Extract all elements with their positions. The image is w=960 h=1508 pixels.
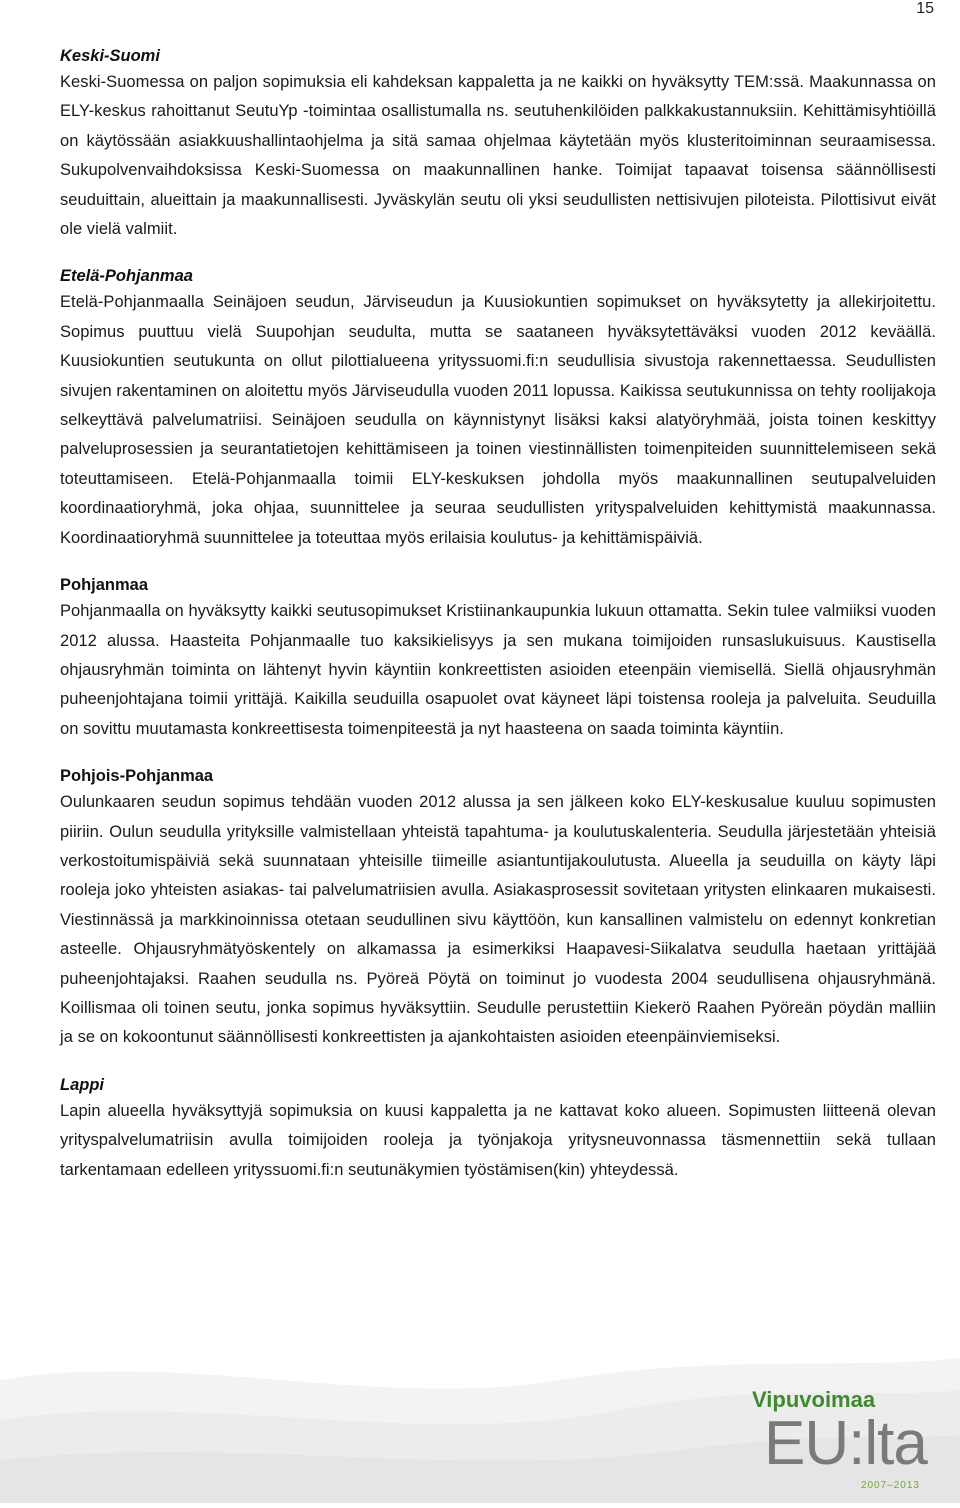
section-etela-pohjanmaa xyxy=(60,264,936,553)
section-pohjanmaa xyxy=(60,573,936,744)
eu-logo xyxy=(752,1377,932,1495)
section-keski-suomi xyxy=(60,44,936,244)
footer-decoration xyxy=(0,1340,960,1503)
page-number: 15 xyxy=(916,0,934,17)
section-lappi xyxy=(60,1073,936,1185)
section-heading: Keski-Suomi xyxy=(60,47,160,65)
section-paragraph: Keski-Suomessa on paljon sopimuksia eli kahdeksan kappaletta ja ne kaikki on hyväksytty TEM:ssä. Maakunnassa on ELY-keskus rahoittanut SeutuYp -toimintaa osallistumalla ns. seutuhenkilöiden palkkakustannuksiin. Kehittämisyhtiöillä on käytössään asiakkuushallintaohjelma ja sitä samaa ohjelmaa käytetään myös klusteritoiminnan seuraamisessa. Sukupolvenvaihdoksissa Keski-Suomessa on maakunnallinen hanke. Toimijat tapaavat toisensa säännöllisesti seuduittain, alueittain ja maakunnallisesti. Jyväskylän seutu oli yksi seudullisten nettisivujen piloteista. Pilottisivut eivät ole vielä valmiit. xyxy=(60,73,936,239)
section-heading: Pohjois-Pohjanmaa xyxy=(60,767,214,786)
section-pohjois-pohjanmaa xyxy=(60,764,936,1053)
section-heading: Pohjanmaa xyxy=(60,576,149,595)
logo-tagline: Vipuvoimaa xyxy=(752,1387,876,1412)
logo-years: 2007–2013 xyxy=(860,1480,920,1491)
section-paragraph: Etelä-Pohjanmaalla Seinäjoen seudun, Järviseudun ja Kuusiokuntien sopimukset on hyväksytetty ja allekirjoitettu. Sopimus puuttuu vielä Suupohjan seudulta, mutta se saataneen hyväksytettäväksi vuoden 2012 keväällä. Kuusiokuntien seutukunta on ollut pilottialueena yrityssuomi.fi:n seudullisia sivustoja rakennettaessa. Seudullisten sivujen rakentaminen on aloitettu myös Järviseudulla vuoden 2011 lopussa. Kaikissa seutukunnissa on tehty roolijakoja selkeyttävä palvelumatriisi. Seinäjoen seudulla on käynnistynyt lisäksi kaksi alatyöryhmää, joista toinen keskittyy palveluprosessien ja seurantatietojen kehittämiseen ja toinen viestinnällisten toimenpiteiden suunnittelemiseen sekä toteuttamiseen. Etelä-Pohjanmaalla toimii ELY-keskuksen johdolla myös maakunnallinen seutupalveluiden koordinaatioryhmä, joka ohjaa, suunnittelee ja seuraa seudullisten yrityspalveluiden kehittymistä maakunnassa. Koordinaatioryhmä suunnittelee ja toteuttaa myös erilaisia koulutus- ja kehittämispäiviä. xyxy=(60,293,936,547)
section-heading: Etelä-Pohjanmaa xyxy=(60,267,193,286)
section-paragraph: Lapin alueella hyväksyttyjä sopimuksia on kuusi kappaletta ja ne kattavat koko alueen. Sopimusten liitteenä olevan yrityspalvelumatriisin avulla toimijoiden rooleja ja työnjakoja yritysneuvonnassa täsmennettiin sekä tullaan tarkentamaan edelleen yrityssuomi.fi:n seutunäkymien työstämisen(kin) yhteydessä. xyxy=(60,1101,936,1179)
document-body xyxy=(60,44,936,1205)
logo-wordmark: EU:lta xyxy=(764,1409,927,1478)
section-heading: Lappi xyxy=(60,1075,104,1094)
section-paragraph: Oulunkaaren seudun sopimus tehdään vuoden 2012 alussa ja sen jälkeen koko ELY-keskusalue kuuluu sopimusten piiriin. Oulun seudulla yrityksille valmistellaan yhteistä tapahtuma- ja koulutuskalenteria. Seudulla järjestetään yhteisiä verkostoitumispäiviä sekä suunnataan yhteisille tiimeille asiantuntijakoulutusta. Alueella ja seuduilla on käyty läpi rooleja joko yhteisten asiakas- tai palvelumatriisien avulla. Asiakasprosessit sovitetaan yritysten elinkaaren mukaisesti. Viestinnässä ja markkinoinnissa otetaan seudullinen sivu käyttöön, kun kansallinen valmistelu on edennyt konkretian asteelle. Ohjausryhmätyöskentely on alkamassa ja esimerkiksi Haapavesi-Siikalatva seudulla haetaan yrittäjää puheenjohtajaksi. Raahen seudulla ns. Pyöreä Pöytä on toiminut jo vuodesta 2004 seudullisena ohjausryhmänä. Koillismaa oli toinen seutu, jonka sopimus hyväksyttiin. Seudulle perustettiin Kiekerö Raahen Pyöreän pöydän malliin ja se on kokoontunut säännöllisesti konkreettisten ja ajankohtaisten asioiden eteenpäinviemiseksi. xyxy=(60,793,936,1047)
section-paragraph: Pohjanmaalla on hyväksytty kaikki seutusopimukset Kristiinankaupunkia lukuun ottamatta. Sekin tulee valmiiksi vuoden 2012 alussa. Haasteita Pohjanmaalle tuo kaksikielisyys ja sen mukana toimijoiden runsaslukuisuus. Kaustisella ohjausryhmän toiminta on lähtenyt hyvin käyntiin konkreettisten asioiden eteenpäin viemisellä. Siellä ohjausryhmän puheenjohtajana toimii yrittäjä. Kaikilla seuduilla osapuolet ovat käyneet läpi toistensa rooleja ja palveluita. Seuduilla on sovittu muutamasta konkreettisesta toimenpiteestä ja nyt haasteena on saada toiminta käyntiin. xyxy=(60,602,936,738)
